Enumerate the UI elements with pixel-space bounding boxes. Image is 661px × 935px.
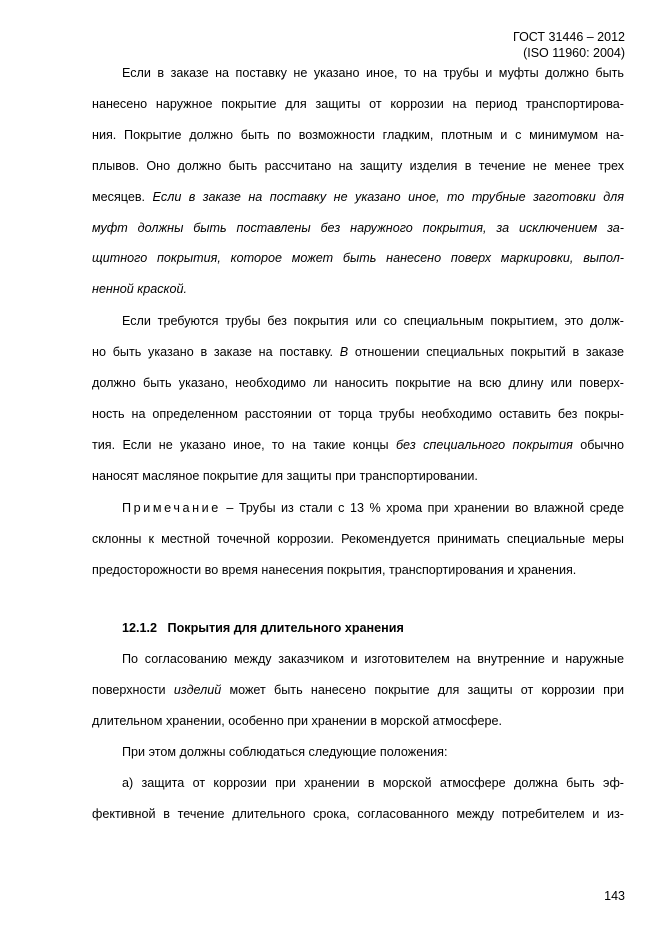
text-line: предосторожности во время нанесения покрытия, транспортирования и хранения.	[92, 562, 577, 577]
section-number: 12.1.2	[122, 621, 158, 636]
text-line: По согласованию между заказчиком и изготовителем на внутренние и наружные	[122, 652, 624, 667]
text-line: месяцев. Если в заказе на поставку не указано иное, то трубные заготовки для	[92, 189, 624, 204]
text-line: ненной краской.	[92, 282, 188, 297]
italic-text: В	[339, 345, 349, 360]
italic-text: изделий	[173, 683, 222, 698]
text-line: При этом должны соблюдаться следующие положения:	[122, 745, 448, 760]
text-line: должно быть указано, необходимо ли наносить покрытие на всю длину или поверх-	[92, 376, 624, 391]
document-body	[92, 58, 624, 830]
text-line: Если требуются трубы без покрытия или со специальным покрытием, это долж-	[122, 314, 624, 329]
paragraph-provisions	[92, 737, 624, 768]
italic-text: Если в заказе на поставку не указано иное, то трубные заготовки для	[152, 189, 624, 204]
paragraph-long-term-storage	[92, 644, 624, 737]
section-heading	[92, 613, 624, 644]
text-line: ность на определенном расстоянии от торца трубы необходимо оставить без покры-	[92, 406, 624, 421]
page-number: 143	[604, 889, 625, 903]
iso-reference: (ISO 11960: 2004)	[523, 46, 625, 60]
text-line: а) защита от коррозии при хранении в морской атмосфере должна быть эф-	[122, 775, 624, 790]
text-line: нанесено наружное покрытие для защиты от коррозии на период транспортирова-	[92, 96, 624, 111]
text-line: ния. Покрытие должно быть по возможности гладким, плотным и с минимумом на-	[92, 127, 624, 142]
text-line: наносят масляное покрытие для защиты при транспортировании.	[92, 468, 478, 483]
list-item-a	[92, 768, 624, 830]
italic-text: без специального покрытия	[395, 437, 573, 452]
text-line: склонны к местной точечной коррозии. Рекомендуется принимать специальные меры	[92, 531, 624, 546]
standard-number: ГОСТ 31446 – 2012	[513, 30, 625, 44]
text-line: длительном хранении, особенно при хранении в морской атмосфере.	[92, 714, 503, 729]
text-line: тия. Если не указано иное, то на такие концы без специального покрытия обычно	[92, 437, 624, 452]
text-line: но быть указано в заказе на поставку. В отношении специальных покрытий в заказе	[92, 345, 624, 360]
running-header	[513, 29, 625, 61]
section-title-text: Покрытия для длительного хранения	[167, 621, 404, 636]
note-block	[92, 493, 624, 586]
text-line: щитного покрытия, которое может быть нанесено поверх маркировки, выпол-	[92, 251, 624, 266]
text-line: муфт должны быть поставлены без наружного покрытия, за исключением за-	[92, 220, 624, 235]
paragraph-delivery-coating	[92, 58, 624, 305]
section-title	[92, 613, 624, 644]
note-label: Примечание	[122, 500, 221, 515]
paragraph-special-coating	[92, 306, 624, 491]
text-line: Если в заказе на поставку не указано иное, то на трубы и муфты должно быть	[122, 66, 624, 80]
text-line: плывов. Оно должно быть рассчитано на защиту изделия в течение не менее трех	[92, 158, 624, 173]
text-line: поверхности изделий может быть нанесено покрытие для защиты от коррозии при	[92, 683, 625, 698]
text-line: Примечание – Трубы из стали с 13 % хрома при хранении во влажной среде	[122, 500, 624, 515]
text-line: фективной в течение длительного срока, согласованного между потребителем и из-	[92, 806, 624, 821]
